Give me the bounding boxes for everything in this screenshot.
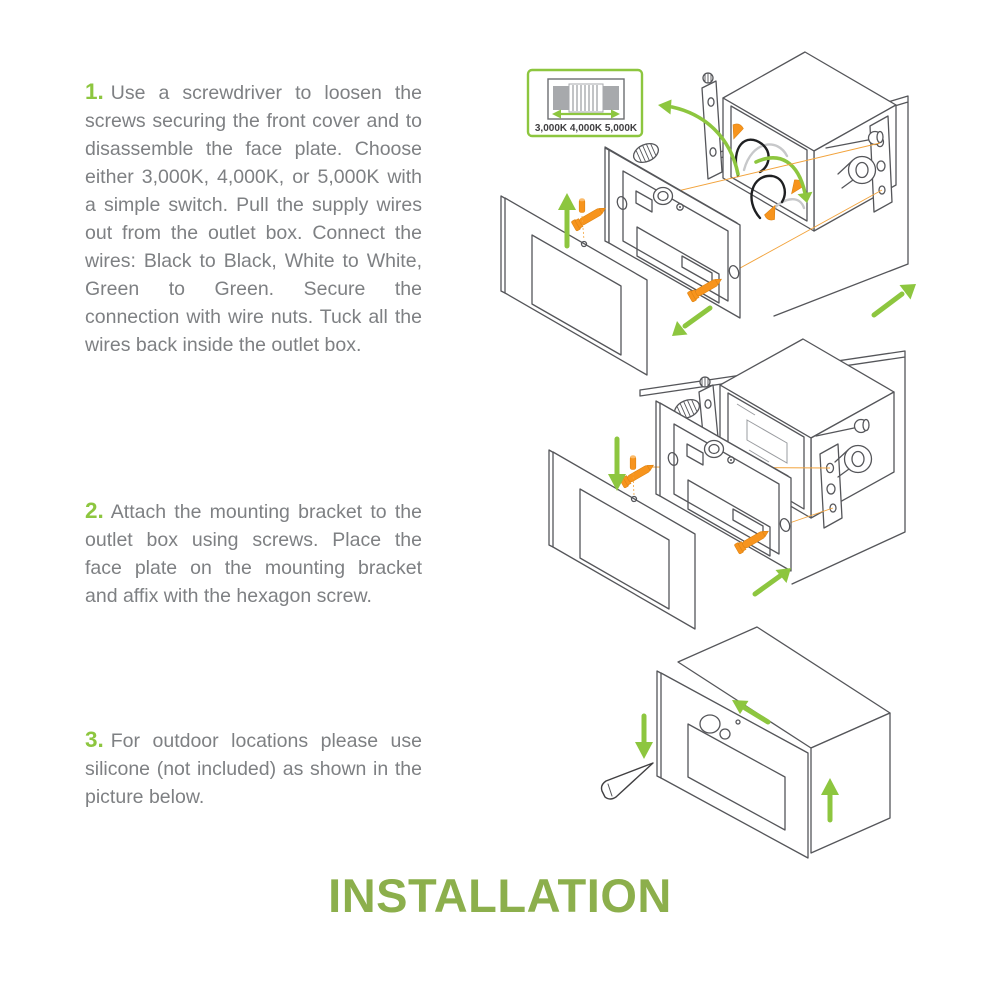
- color-temp-switch-inset: [528, 70, 642, 136]
- figure-step-3-assembled-fixture: [572, 638, 922, 888]
- kelvin-label-4000: 4,000K: [569, 123, 603, 134]
- box-right-bracket: [820, 444, 842, 528]
- arrow-down-icon: [635, 716, 653, 759]
- figure-step-1-exploded-view: [472, 50, 960, 390]
- step-2-text: Attach the mounting bracket to the outlet box using screws. Place the face plate on the mounting bracket and affix with the hexagon screw.: [85, 501, 422, 607]
- step-3: [85, 726, 422, 811]
- arrow-up-right-icon: [755, 568, 791, 594]
- screw-icon: [571, 203, 608, 231]
- hexagon-set-screw-icon: [579, 198, 585, 212]
- arrow-down-left-icon: [672, 308, 710, 336]
- step-1-text: Use a screwdriver to loosen the screws securing the front cover and to disassemble the face plate. Choose either 3,000K, 4,000K, or 5,000K with a simple switch. Pull the supply wires out from the outlet box. Connect the wires: Black to Black, White to White, Green to Green. Secure the connection with wire nuts. Tuck all the wires back inside the outlet box.: [85, 82, 422, 356]
- step-3-number: 3.: [85, 727, 104, 752]
- figure-step-2-exploded-view: [497, 342, 955, 652]
- kelvin-label-5000: 5,000K: [604, 123, 638, 134]
- adjustment-wheel-icon: [631, 140, 662, 166]
- box-left-bracket: [702, 81, 722, 179]
- step-2: [85, 497, 422, 610]
- hexagon-set-screw-icon: [630, 455, 636, 469]
- knurled-screw-icon: [703, 73, 713, 83]
- kelvin-label-3000: 3,000K: [534, 123, 568, 134]
- switch-track-left: [553, 86, 569, 110]
- installed-fixture: [657, 627, 890, 858]
- step-1-number: 1.: [85, 79, 104, 104]
- step-3-text: For outdoor locations please use silicone (not included) as shown in the picture below.: [85, 730, 422, 808]
- knurled-screw-icon: [700, 377, 710, 387]
- switch-track-right: [603, 86, 619, 110]
- page-title: INSTALLATION: [328, 869, 672, 922]
- arrow-up-right-icon: [874, 284, 916, 315]
- silicone-nozzle-icon: [602, 763, 654, 799]
- outlet-box: [702, 52, 896, 231]
- switch-slider-icon: [569, 84, 603, 112]
- step-2-number: 2.: [85, 498, 104, 523]
- step-1: [85, 78, 422, 359]
